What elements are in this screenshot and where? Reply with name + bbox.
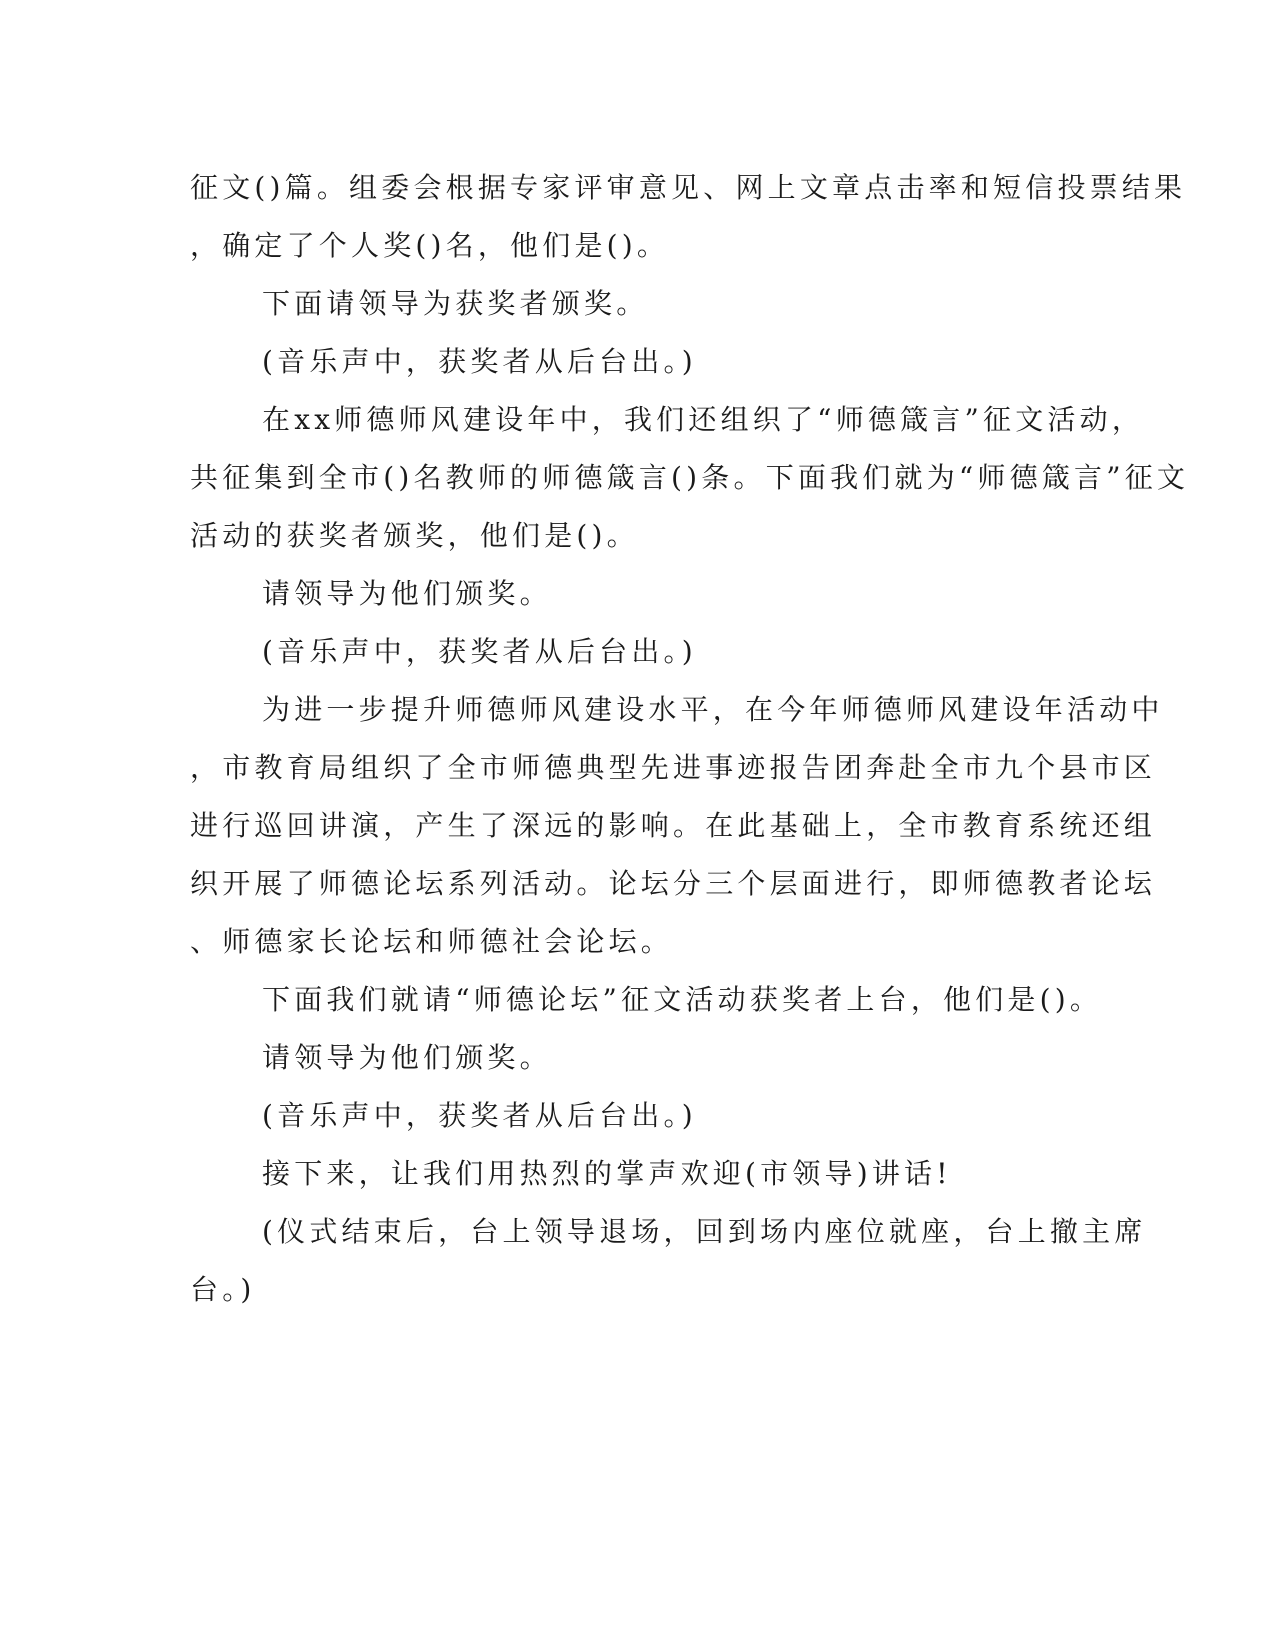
text-line: (仪式结束后，台上领导退场，回到场内座位就座，台上撤主席 (262, 1215, 1147, 1248)
text-line: 在xx师德师风建设年中，我们还组织了“师德箴言”征文活动， (262, 403, 1145, 436)
text-line: 台。) (190, 1273, 256, 1306)
text-line: 下面我们就请“师德论坛”征文活动获奖者上台，他们是()。 (262, 983, 1103, 1016)
text-line: 共征集到全市()名教师的师德箴言()条。下面我们就为“师德箴言”征文 (190, 461, 1190, 494)
text-line: 织开展了师德论坛系列活动。论坛分三个层面进行，即师德教者论坛 (190, 867, 1157, 900)
text-line: 请领导为他们颁奖。 (262, 577, 552, 610)
text-line: ，确定了个人奖()名，他们是()。 (190, 229, 670, 262)
text-line: 请领导为他们颁奖。 (262, 1041, 552, 1074)
text-line: 接下来，让我们用热烈的掌声欢迎(市领导)讲话! (262, 1157, 952, 1190)
text-line: 征文()篇。组委会根据专家评审意见、网上文章点击率和短信投票结果 (190, 171, 1187, 204)
text-line: (音乐声中，获奖者从后台出。) (262, 345, 697, 378)
text-line: 下面请领导为获奖者颁奖。 (262, 287, 649, 320)
text-line: 、师德家长论坛和师德社会论坛。 (190, 925, 674, 958)
text-line: ，市教育局组织了全市师德典型先进事迹报告团奔赴全市九个县市区 (190, 751, 1157, 784)
text-line: 进行巡回讲演，产生了深远的影响。在此基础上，全市教育系统还组 (190, 809, 1157, 842)
text-line: (音乐声中，获奖者从后台出。) (262, 635, 697, 668)
text-line: (音乐声中，获奖者从后台出。) (262, 1099, 697, 1132)
text-line: 为进一步提升师德师风建设水平，在今年师德师风建设年活动中 (262, 693, 1164, 726)
text-line: 活动的获奖者颁奖，他们是()。 (190, 519, 639, 552)
